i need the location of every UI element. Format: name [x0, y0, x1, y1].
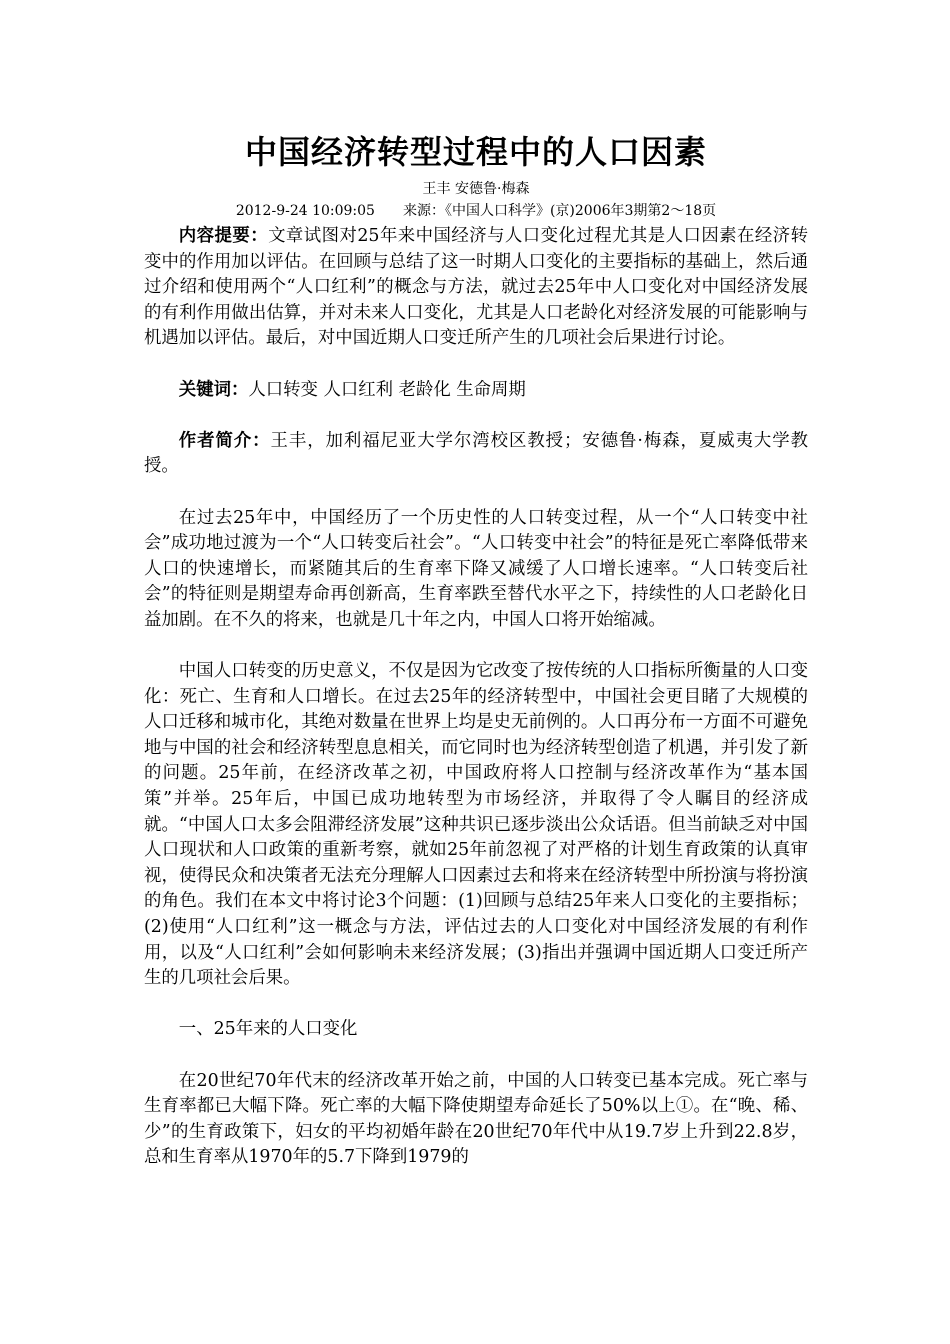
blank-line: [144, 403, 808, 429]
article-page: [144, 130, 808, 1171]
author-intro-label: 作者简介：: [178, 430, 271, 451]
body-paragraph-1: 在过去25年中，中国经历了一个历史性的人口转变过程，从一个“人口转变中社会”成功地过渡为一个“人口转变后社会”。“人口转变中社会”的特征是死亡率降低带来人口的快速增长，而紧随其后的生育率下降又减缓了人口增长速率。“人口转变后社会”的特征则是期望寿命再创新高，生育率跌至替代水平之下，持续性的人口老龄化日益加剧。在不久的将来，也就是几十年之内，中国人口将开始缩减。: [144, 507, 808, 630]
blank-line: [144, 1043, 808, 1069]
author-intro-paragraph: [144, 429, 808, 480]
section-heading: 一、25年来的人口变化: [178, 1019, 358, 1040]
article-datetime: 2012-9-24 10:09:05: [235, 203, 375, 219]
blank-line: [144, 634, 808, 660]
abstract-label: 内容提要：: [178, 226, 269, 246]
blank-line: [144, 352, 808, 378]
keywords-label: 关键词：: [178, 379, 249, 400]
article-source: 来源：《中国人口科学》(京)2006年3期第2～18页: [402, 203, 717, 219]
article-title: 中国经济转型过程中的人口因素: [244, 133, 707, 171]
keywords-text: 人口转变 人口红利 老龄化 生命周期: [248, 379, 526, 400]
article-authors: 王丰 安德鲁·梅森: [422, 181, 530, 197]
abstract-text: 文章试图对25年来中国经济与人口变化过程尤其是人口因素在经济转变中的作用加以评估。在回顾与总结了这一时期人口变化的主要指标的基础上，然后通过介绍和使用两个“人口红利”的概念与方法，就过去25年中人口变化对中国经济发展的有利作用做出估算，并对未来人口变化，尤其是人口老龄化对经济发展的可能影响与机遇加以评估。最后，对中国近期人口变迁所产生的几项社会后果进行讨论。: [144, 226, 808, 349]
article-meta: [144, 200, 808, 222]
blank-line: [144, 480, 808, 506]
body-paragraph-2: 中国人口转变的历史意义，不仅是因为它改变了按传统的人口指标所衡量的人口变化：死亡、生育和人口增长。在过去25年的经济转型中，中国社会更目睹了大规模的人口迁移和城市化，其绝对数量在世界上均是史无前例的。人口再分布一方面不可避免地与中国的社会和经济转型息息相关，而它同时也为经济转型创造了机遇，并引发了新的问题。25年前，在经济改革之初，中国政府将人口控制与经济改革作为“基本国策”并举。25年后，中国已成功地转型为市场经济，并取得了令人瞩目的经济成就。“中国人口太多会阻滞经济发展”这种共识已逐步淡出公众话语。但当前缺乏对中国人口现状和人口政策的重新考察，就如25年前忽视了对严格的计划生育政策的认真审视，使得民众和决策者无法充分理解人口因素过去和将来在经济转型中所扮演与将扮演的角色。我们在本文中将讨论3个问题：(1)回顾与总结25年来人口变化的主要指标；(2)使用“人口红利”这一概念与方法，评估过去的人口变化对中国经济发展的有利作用，以及“人口红利”会如何影响未来经济发展；(3)指出并强调中国近期人口变迁所产生的几项社会后果。: [144, 661, 808, 989]
abstract-paragraph: [144, 224, 808, 352]
body-paragraph-3: 在20世纪70年代末的经济改革开始之前，中国的人口转变已基本完成。死亡率与生育率都已大幅下降。死亡率的大幅下降使期望寿命延长了50%以上①。在“晚、稀、少”的生育政策下，妇女的平均初婚年龄在20世纪70年代中从19.7岁上升到22.8岁，总和生育率从1970年的5.7下降到1979的: [144, 1070, 808, 1168]
author-intro-text: 王丰，加利福尼亚大学尔湾校区教授；安德鲁·梅森，夏威夷大学教授。: [144, 430, 808, 477]
keywords-paragraph: [144, 378, 808, 404]
blank-line: [144, 992, 808, 1018]
